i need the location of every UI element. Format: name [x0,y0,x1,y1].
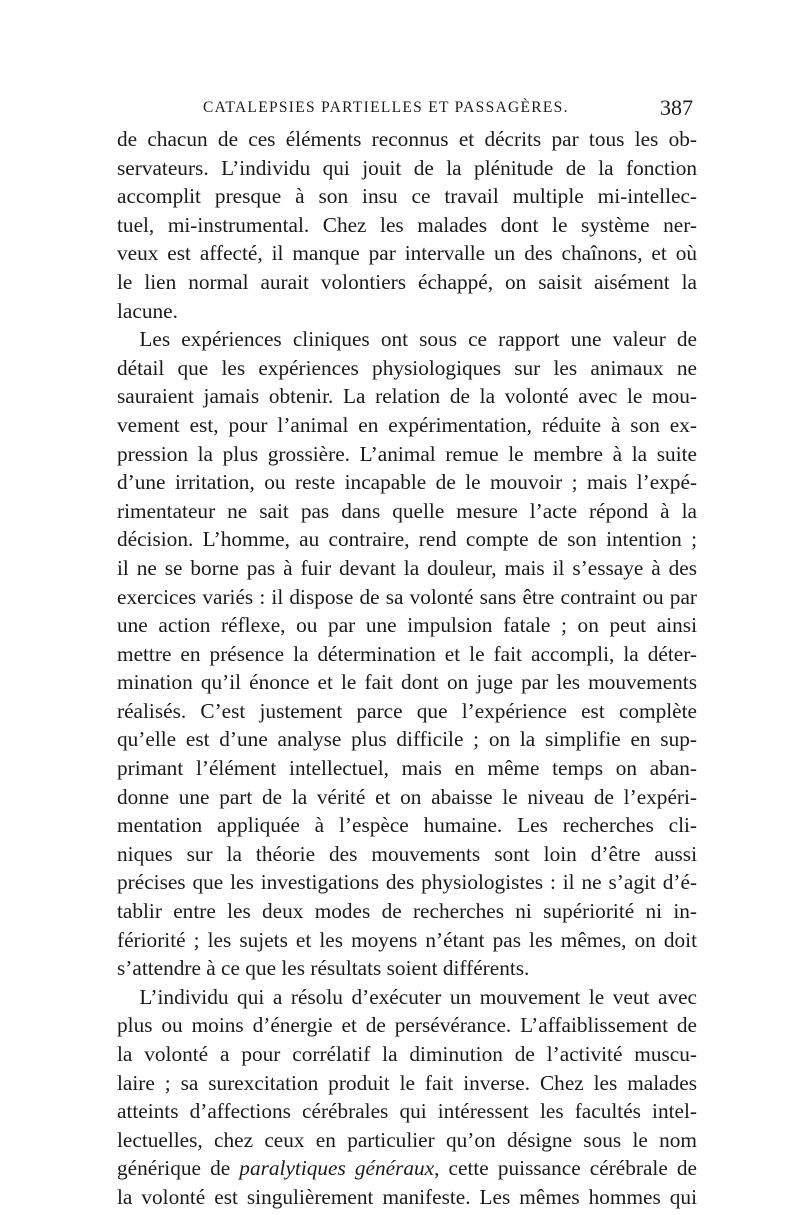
text-line: L’individu qui a résolu d’exécuter un mouvement le veut avec [139,984,697,1009]
text-line: plus ou moins d’énergie et de persévérance. L’affaiblissement de [117,1013,697,1038]
text-line: mination qu’il énonce et le fait dont on juge par les mouvements [117,670,697,695]
text-line: donne une part de la vérité et on abaisse le niveau de l’expéri- [117,784,697,809]
text-line: servateurs. L’individu qui jouit de la plénitude de la fonction [117,155,697,180]
text-line: détail que les expériences physiologiques sur les animaux ne [117,355,697,380]
text-line: il ne se borne pas à fuir devant la douleur, mais il s’essaye à des [117,555,697,580]
text-line: sauraient jamais obtenir. La relation de la volonté avec le mou- [117,384,697,409]
text-line: vement est, pour l’animal en expérimentation, réduite à son ex- [117,412,697,437]
text-line: fériorité ; les sujets et les moyens n’étant pas les mêmes, on doit [117,927,697,952]
text-line: précises que les investigations des physiologistes : il ne s’agit d’é- [117,870,697,895]
paragraph-3 [117,983,697,1212]
text-line: une action réflexe, ou par une impulsion fatale ; on peut ainsi [117,613,697,638]
text-line: primant l’élément intellectuel, mais en même temps on aban- [117,756,697,781]
running-header [117,95,697,123]
text-line: veux est affecté, il manque par intervalle un des chaînons, et où [117,241,697,266]
text-segment: générique de [117,1156,240,1181]
italic-term: paralytiques généraux [239,1156,435,1181]
text-line: niques sur la théorie des mouvements sont loin d’être aussi [117,841,697,866]
text-line: pression la plus grossière. L’animal remue le membre à la suite [117,441,697,466]
text-line: tuel, mi-instrumental. Chez les malades dont le système ner- [117,212,697,237]
text-line: s’attendre à ce que les résultats soient différents. [117,956,530,981]
text-line: laire ; sa surexcitation produit le fait inverse. Chez les malades [117,1070,697,1095]
text-line: lectuelles, chez ceux en particulier qu’on désigne sous le nom [117,1127,697,1152]
text-line: d’une irritation, ou reste incapable de le mouvoir ; mais l’expé- [117,470,697,495]
text-line: tablir entre les deux modes de recherches ni supériorité ni in- [117,899,697,924]
paragraph-2 [117,325,697,983]
text-line: mentation appliquée à l’espèce humaine. Les recherches cli- [117,813,697,838]
text-line: le lien normal aurait volontiers échappé, on saisit aisément la [117,269,697,294]
text-line: exercices variés : il dispose de sa volonté sans être contraint ou par [117,584,697,609]
text-line: la volonté est singulièrement manifeste. Les mêmes hommes qui [117,1184,697,1209]
book-page [117,95,697,1212]
text-line: mettre en présence la détermination et le fait accompli, la déter- [117,641,697,666]
paragraph-1 [117,125,697,325]
text-line: de chacun de ces éléments reconnus et décrits par tous les ob- [117,127,697,151]
text-line: décision. L’homme, au contraire, rend compte de son intention ; [117,527,697,552]
text-line: rimentateur ne sait pas dans quelle mesure l’acte répond à la [117,498,697,523]
text-line: atteints d’affections cérébrales qui intéressent les facultés intel- [117,1099,697,1124]
text-segment: , cette puissance cérébrale de [434,1156,697,1181]
text-line: accomplit presque à son insu ce travail multiple mi-intellec- [117,184,697,209]
text-line-with-italic [117,1154,697,1183]
text-line: qu’elle est d’une analyse plus difficile ; on la simplifie en sup- [117,727,697,752]
running-title: CATALEPSIES PARTIELLES ET PASSAGÈRES. [203,99,569,116]
text-line: réalisés. C’est justement parce que l’expérience est complète [117,698,697,723]
page-number: 387 [660,95,693,120]
text-line: lacune. [117,298,178,323]
text-line: Les expériences cliniques ont sous ce rapport une valeur de [139,327,697,352]
text-line: la volonté a pour corrélatif la diminution de l’activité muscu- [117,1042,697,1066]
